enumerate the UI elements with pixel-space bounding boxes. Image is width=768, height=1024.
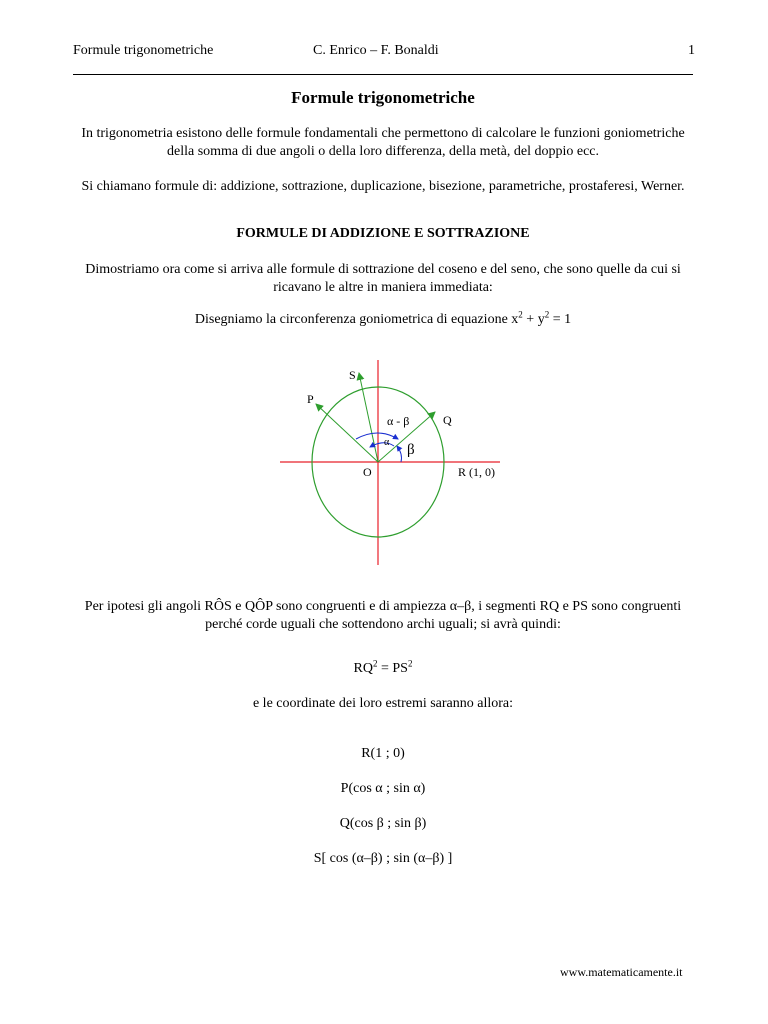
label-o: O	[363, 465, 372, 479]
exponent: 2	[518, 309, 523, 320]
circle-equation-line	[73, 311, 693, 329]
coord-r: R(1 ; 0)	[361, 746, 405, 761]
coord-q: Q(cos β ; sin β)	[339, 816, 427, 831]
vector-s	[359, 373, 378, 462]
label-r: R (1, 0)	[458, 465, 495, 479]
label-alpha-minus-beta: α - β	[387, 414, 410, 428]
arc-alpha-minus-beta	[356, 433, 398, 439]
header-authors: C. Enrico – F. Bonaldi	[313, 43, 439, 58]
hypothesis-paragraph: Per ipotesi gli angoli RÔS e QÔP sono congruenti e di ampiezza α–β, i segmenti RQ e PS sono congruenti perché corde uguali che sottendono archi uguali; si avrà quindi:	[84, 599, 682, 632]
arc-beta	[397, 446, 402, 462]
circle-equation-plus: + y	[522, 312, 545, 327]
coord-p: P(cos α ; sin α)	[340, 781, 426, 796]
header-left: Formule trigonometriche	[73, 43, 214, 58]
chord-equation	[73, 660, 693, 678]
intro-paragraph-3: Dimostriamo ora come si arriva alle formule di sottrazione del coseno e del seno, che sono quelle da cui si ricavano le altre in maniera immediata:	[85, 262, 681, 295]
circle-equation-end: = 1	[549, 312, 572, 327]
intro-paragraph-1: In trigonometria esistono delle formule fondamentali che permettono di calcolare le funzioni goniometriche della somma di due angoli o della loro differenza, della metà, del doppio ecc.	[81, 126, 685, 159]
exponent: 2	[544, 309, 550, 320]
vector-p	[316, 404, 378, 462]
label-p: P	[307, 392, 314, 406]
exponent: 2	[407, 658, 413, 669]
exponent: 2	[372, 658, 378, 669]
eq-ps: = PS	[377, 661, 408, 676]
header-rule	[73, 74, 693, 75]
label-q: Q	[443, 413, 452, 427]
coords-intro: e le coordinate dei loro estremi saranno allora:	[252, 696, 514, 711]
footer-website[interactable]: www.matematicamente.it	[560, 965, 683, 979]
eq-rq: RQ	[353, 661, 373, 676]
section-heading: FORMULE DI ADDIZIONE E SOTTRAZIONE	[236, 226, 530, 241]
unit-circle-diagram	[270, 355, 510, 570]
label-alpha: α	[384, 437, 390, 448]
circle-equation-text: Disegniamo la circonferenza goniometrica di equazione x	[194, 312, 519, 327]
page-title: Formule trigonometriche	[291, 88, 475, 107]
page-number: 1	[688, 43, 695, 58]
coord-s: S[ cos (α–β) ; sin (α–β) ]	[313, 851, 453, 866]
label-beta: β	[407, 442, 415, 458]
label-s: S	[349, 368, 356, 382]
intro-paragraph-2: Si chiamano formule di: addizione, sottrazione, duplicazione, bisezione, parametriche, prostaferesi, Werner.	[81, 179, 685, 194]
